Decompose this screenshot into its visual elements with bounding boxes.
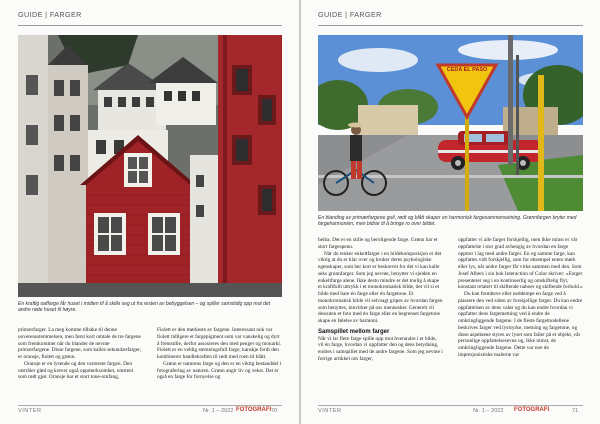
page-footer (18, 405, 282, 417)
left-page (0, 0, 299, 424)
running-header: GUIDE | FARGER (18, 10, 282, 26)
paragraph: Oransje er en lysende og den varmeste fargen. Den utstråler glød og krever også oppmerksomhet, omtrent som rødt gjør. Oransje har et stort tone-omfang, (18, 360, 134, 381)
paragraph: Når vi lar flere farge spille opp mot hverandre i et bilde, vil én farge, hvordan vi oppfatter den og dens betydning, endres i samspillet med de andre fargene. Som jeg nevnte i forrige artikkel om farger, (318, 335, 443, 362)
page-footer (318, 405, 583, 417)
subheading: Samspillet mellom farger (318, 328, 390, 335)
paragraph: Du kan fremheve eller neddempe en farge ved å plassere den ved siden av forskjellige farger. Du kan endre oppfattelsen av dens valør og du kan endre hvordan vi oppfatter dens fargemetning ved å endre de omkringliggende fargene. I de fleste fargemodellene beskrives farger ved lysstyrke, metning og fargetone, og disse aspektene styres av lyset som faller på et objekt, vår personlige oppfattelsesevne og, ikke minst, de omkringliggende fargene. Dette var noe de impresjonistiske malerne var (458, 291, 583, 358)
yield-sign-text: CEDA EL PASO (446, 67, 488, 73)
red-house-illustration (18, 35, 282, 297)
running-header: GUIDE | FARGER (318, 10, 583, 26)
street-scene-illustration (318, 35, 583, 211)
paragraph: Grønn er naturens farge og den er en viktig bestanddel i fotografering av naturen. Grønn angir liv og vekst. Det er også en farge for fornyelse og (157, 360, 282, 381)
paragraph: Når du tenker enkeltfarger i en bildekomposisjon er det viktig at du er klar over og bruker deres psykologiske egenskaper, som her kort er beskrevet for det vi kan kalle seks grunnfarger. Som jeg nevnte, benytter vi sjelden en enkeltfarge alene. Ikke desto mindre er det mulig å skape et kraftfullt uttrykk i et monokromatisk bilde, det vil si et bilde med bare én farge eller én fargetone. Et monokromatisk bilde vil selvsagt gripes av hvordan fargen som benyttes, innvirker på oss mennesker. Generelt vil dessuten et foto med én farge eller en begrenset fargetone skape en følelse av harmoni. (318, 250, 443, 324)
footer-section: VINTER (318, 408, 342, 414)
footer-issue: Nr. 1 – 2022 (203, 408, 234, 414)
paragraph: oppfatter vi alle farger forskjellig, men ikke minst er vår oppfattelse i stor grad avhengig av hvordan en farge opptrer i lag med andre farger. En og samme farge, kan oppfattes vidt forskjellig, som for eksempel enten mørk eller lys, når andre farger får virke sammen med den. Som Josef Albers i sin bok Interaction of Color skriver: «Farger presenterer seg i en kontinuerlig og omskiftelig flyt, konstant relatert til skiftende naboer og skiftende forhold.» (458, 237, 583, 291)
photo-caption: En kraftig oaffarge får huset i midten til å skille seg ut fra resten av bebyggelsen – og spiller samstidig opp mot det andre røde huset til høyre. (18, 301, 271, 314)
text-column-1 (318, 237, 443, 405)
text-column-1 (18, 327, 143, 405)
paragraph: primærfarger. La meg komme tilbake til denne uoverensstemmelsen, men først kort omtale de tre fargene som fremkommer når du blander de nevnte primærfargene. Disse fargene, som kalles sekundærfarger, er oransje, fiolett og grønn. (18, 327, 142, 360)
text-column-2 (157, 327, 282, 405)
footer-issue: Nr. 1 – 2022 (473, 408, 504, 414)
page-number: 70 (271, 408, 278, 414)
footer-section: VINTER (18, 408, 42, 414)
page-number: 71 (572, 408, 579, 414)
magazine-logo: FOTOGRAFI (236, 407, 272, 413)
street-sign-photo (318, 35, 583, 211)
red-house-photo (18, 35, 282, 297)
magazine-logo: FOTOGRAFI (514, 407, 550, 413)
text-column-2 (458, 237, 583, 405)
right-page (301, 0, 600, 424)
paragraph: heiba. Det er en stille og beroligende farge. Grønn har et stort fargespenn. (318, 237, 438, 250)
paragraph: Fiolett er den mørkeste av fargene. Interessant nok var fiolett tidligere et fargepigment som var vanskelig og dyrt å fremstille, derfor assosieres den med penger og monarki. Fiolett er en veldig stemningsfull farge, kanskje fordi den kombinerer handlekraften til rødt med roen til blått. (157, 327, 282, 360)
photo-caption: En blanding av primærfargene gult, rødt og blått skaper en harmonisk fargesammensetning. Grønnfargen bryter med fargeharmonien, men bidrar til å bringe ro over bildet. (318, 215, 577, 228)
